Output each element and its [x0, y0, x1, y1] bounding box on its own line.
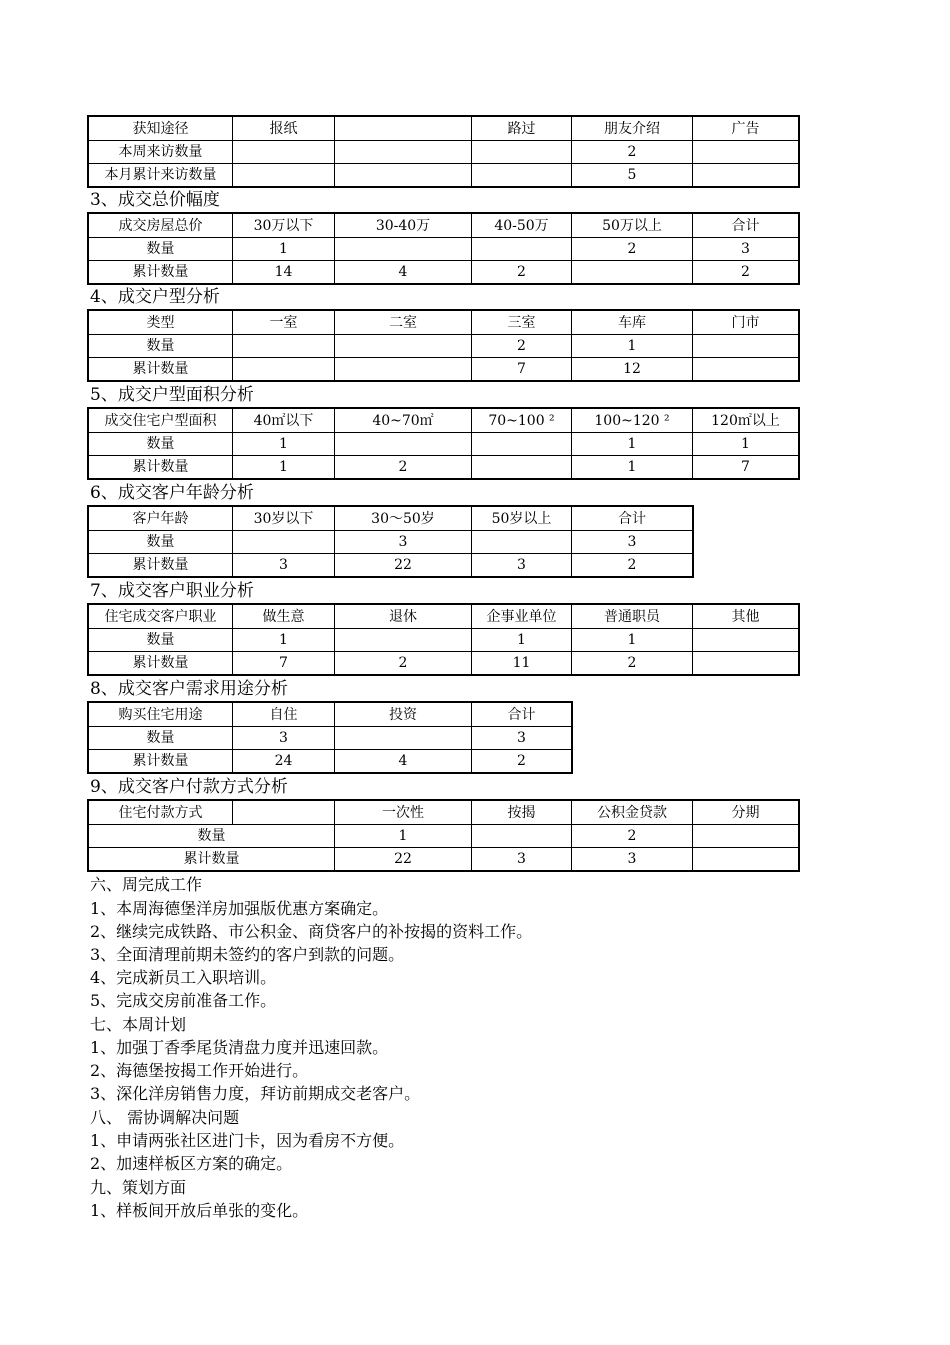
table-cell	[233, 141, 335, 164]
table-cell: 120㎡以上	[693, 408, 800, 433]
table-cell: 投资	[335, 702, 472, 727]
table-cell	[693, 358, 800, 382]
table-row	[88, 408, 799, 433]
table-row	[88, 116, 799, 141]
section-title-unit-type: 4、成交户型分析	[90, 287, 220, 307]
table-cell	[693, 164, 800, 188]
section-title-customer-occupation: 7、成交客户职业分析	[90, 581, 254, 601]
table-cell: 2	[572, 652, 693, 676]
table-cell: 一室	[233, 310, 335, 335]
table-row	[88, 531, 693, 554]
table-cell: 3	[233, 727, 335, 750]
table-cell: 1	[472, 629, 572, 652]
table-cell: 住宅付款方式	[88, 800, 233, 825]
table-cell	[335, 116, 472, 141]
table-cell	[472, 164, 572, 188]
table-cell: 累计数量	[88, 750, 233, 774]
table-cell: 累计数量	[88, 848, 335, 872]
table-cell: 2	[572, 238, 693, 261]
table-cell: 普通职员	[572, 604, 693, 629]
table-cell: 1	[572, 433, 693, 456]
table-cell: 2	[472, 261, 572, 285]
table-row	[88, 261, 799, 285]
table-cell: 数量	[88, 238, 233, 261]
table-cell: 数量	[88, 335, 233, 358]
table-row	[88, 604, 799, 629]
table-cell: 22	[335, 848, 472, 872]
table-cell	[472, 825, 572, 848]
table-cell: 1	[572, 629, 693, 652]
section-title-purchase-purpose: 8、成交客户需求用途分析	[90, 679, 288, 699]
table-cell: 2	[693, 261, 800, 285]
customer-occupation-table	[87, 603, 800, 676]
table-row	[88, 335, 799, 358]
table-cell: 3	[693, 238, 800, 261]
table-cell: 40㎡以下	[233, 408, 335, 433]
table-cell: 数量	[88, 433, 233, 456]
table-cell	[472, 141, 572, 164]
section-title-weekly-plan: 七、本周计划	[90, 1015, 187, 1034]
table-cell: 1	[233, 456, 335, 480]
table-cell: 1	[335, 825, 472, 848]
list-item: 3、全面清理前期未签约的客户到款的问题。	[90, 945, 405, 964]
section-title-weekly-work: 六、周完成工作	[90, 875, 203, 894]
table-cell: 购买住宅用途	[88, 702, 233, 727]
table-row	[88, 141, 799, 164]
unit-type-table	[87, 309, 800, 382]
table-cell: 30万以下	[233, 213, 335, 238]
table-cell: 广告	[693, 116, 800, 141]
table-cell: 分期	[693, 800, 800, 825]
table-cell: 40~70㎡	[335, 408, 472, 433]
table-row	[88, 238, 799, 261]
visit-source-table	[87, 115, 800, 188]
table-row	[88, 456, 799, 480]
table-cell: 客户年龄	[88, 506, 233, 531]
table-cell	[233, 531, 335, 554]
table-cell: 1	[693, 433, 800, 456]
customer-age-table	[87, 505, 694, 578]
table-cell: 7	[693, 456, 800, 480]
table-cell	[335, 358, 472, 382]
table-row	[88, 310, 799, 335]
table-cell: 其他	[693, 604, 800, 629]
table-cell: 3	[572, 848, 693, 872]
table-row	[88, 825, 799, 848]
table-cell	[472, 456, 572, 480]
table-cell: 40-50万	[472, 213, 572, 238]
table-cell: 3	[233, 554, 335, 578]
table-cell: 3	[472, 848, 572, 872]
table-cell: 公积金贷款	[572, 800, 693, 825]
table-cell	[335, 141, 472, 164]
table-cell	[472, 531, 572, 554]
list-item: 2、加速样板区方案的确定。	[90, 1154, 293, 1173]
list-item: 5、完成交房前准备工作。	[90, 991, 277, 1010]
table-cell: 30-40万	[335, 213, 472, 238]
list-item: 2、海德堡按揭工作开始进行。	[90, 1061, 309, 1080]
table-cell: 2	[572, 825, 693, 848]
payment-method-table	[87, 799, 800, 872]
table-row	[88, 213, 799, 238]
table-row	[88, 433, 799, 456]
table-cell: 2	[572, 141, 693, 164]
table-cell: 合计	[693, 213, 800, 238]
section-title-coordination-issues: 八、 需协调解决问题	[90, 1108, 240, 1127]
table-cell: 本周来访数量	[88, 141, 233, 164]
table-row	[88, 848, 799, 872]
table-cell: 2	[335, 456, 472, 480]
table-cell: 22	[335, 554, 472, 578]
purchase-purpose-table	[87, 701, 573, 774]
table-cell: 11	[472, 652, 572, 676]
table-cell: 住宅成交客户职业	[88, 604, 233, 629]
table-row	[88, 652, 799, 676]
table-row	[88, 702, 572, 727]
unit-area-table	[87, 407, 800, 480]
table-cell	[233, 358, 335, 382]
section-title-price-range: 3、成交总价幅度	[90, 190, 220, 210]
table-cell: 一次性	[335, 800, 472, 825]
table-cell: 30岁以下	[233, 506, 335, 531]
table-cell: 合计	[572, 506, 694, 531]
table-cell: 3	[572, 531, 694, 554]
section-title-customer-age: 6、成交客户年龄分析	[90, 483, 254, 503]
section-title-payment-method: 9、成交客户付款方式分析	[90, 777, 288, 797]
table-cell: 车库	[572, 310, 693, 335]
table-cell	[233, 164, 335, 188]
table-cell: 50岁以上	[472, 506, 572, 531]
table-cell: 1	[233, 629, 335, 652]
table-cell: 数量	[88, 531, 233, 554]
table-cell	[572, 261, 693, 285]
table-cell: 50万以上	[572, 213, 693, 238]
table-cell: 100~120 ²	[572, 408, 693, 433]
table-cell: 企事业单位	[472, 604, 572, 629]
table-cell: 24	[233, 750, 335, 774]
table-cell: 5	[572, 164, 693, 188]
table-cell	[472, 238, 572, 261]
table-row	[88, 800, 799, 825]
table-cell: 1	[572, 335, 693, 358]
table-cell: 2	[472, 750, 573, 774]
table-cell: 1	[233, 433, 335, 456]
table-row	[88, 506, 693, 531]
table-cell	[233, 800, 335, 825]
table-cell: 获知途径	[88, 116, 233, 141]
table-cell: 3	[472, 554, 572, 578]
section-title-unit-area: 5、成交户型面积分析	[90, 385, 254, 405]
list-item: 4、完成新员工入职培训。	[90, 968, 277, 987]
table-cell: 1	[233, 238, 335, 261]
table-row	[88, 164, 799, 188]
list-item: 1、申请两张社区进门卡，因为看房不方便。	[90, 1131, 405, 1150]
table-cell	[693, 848, 800, 872]
table-cell: 2	[472, 335, 572, 358]
table-cell: 按揭	[472, 800, 572, 825]
table-cell	[335, 238, 472, 261]
table-cell: 本月累计来访数量	[88, 164, 233, 188]
table-cell: 路过	[472, 116, 572, 141]
table-cell: 7	[472, 358, 572, 382]
table-cell: 数量	[88, 825, 335, 848]
table-cell: 2	[572, 554, 694, 578]
table-cell: 报纸	[233, 116, 335, 141]
table-cell: 累计数量	[88, 456, 233, 480]
price-range-table	[87, 212, 800, 285]
table-cell: 三室	[472, 310, 572, 335]
table-cell: 4	[335, 750, 472, 774]
table-cell: 合计	[472, 702, 573, 727]
table-cell	[693, 141, 800, 164]
table-cell	[693, 629, 800, 652]
table-row	[88, 750, 572, 774]
table-cell: 做生意	[233, 604, 335, 629]
table-cell	[335, 164, 472, 188]
table-cell	[335, 335, 472, 358]
table-cell: 数量	[88, 727, 233, 750]
table-cell: 30～50岁	[335, 506, 472, 531]
table-cell	[233, 335, 335, 358]
table-cell: 12	[572, 358, 693, 382]
table-row	[88, 358, 799, 382]
table-cell: 累计数量	[88, 554, 233, 578]
table-row	[88, 727, 572, 750]
table-cell: 14	[233, 261, 335, 285]
section-title-planning: 九、策划方面	[90, 1178, 187, 1197]
table-cell: 成交房屋总价	[88, 213, 233, 238]
table-cell	[335, 629, 472, 652]
table-cell: 累计数量	[88, 652, 233, 676]
table-cell	[472, 433, 572, 456]
table-cell: 70~100 ²	[472, 408, 572, 433]
table-cell: 自住	[233, 702, 335, 727]
table-cell	[693, 335, 800, 358]
table-cell: 二室	[335, 310, 472, 335]
table-cell	[693, 825, 800, 848]
table-cell: 4	[335, 261, 472, 285]
table-cell: 累计数量	[88, 358, 233, 382]
table-row	[88, 554, 693, 578]
table-cell: 数量	[88, 629, 233, 652]
list-item: 1、本周海德堡洋房加强版优惠方案确定。	[90, 899, 389, 918]
list-item: 2、继续完成铁路、市公积金、商贷客户的补按揭的资料工作。	[90, 922, 533, 941]
table-cell	[335, 727, 472, 750]
table-cell: 门市	[693, 310, 800, 335]
table-cell: 朋友介绍	[572, 116, 693, 141]
table-cell	[335, 433, 472, 456]
table-cell: 类型	[88, 310, 233, 335]
table-cell: 成交住宅户型面积	[88, 408, 233, 433]
table-cell: 7	[233, 652, 335, 676]
table-cell: 1	[572, 456, 693, 480]
table-cell: 2	[335, 652, 472, 676]
list-item: 1、加强丁香季尾货清盘力度并迅速回款。	[90, 1038, 389, 1057]
list-item: 1、样板间开放后单张的变化。	[90, 1201, 309, 1220]
list-item: 3、深化洋房销售力度，拜访前期成交老客户。	[90, 1084, 421, 1103]
table-cell: 3	[335, 531, 472, 554]
table-cell: 退休	[335, 604, 472, 629]
table-cell	[693, 652, 800, 676]
table-cell: 累计数量	[88, 261, 233, 285]
table-row	[88, 629, 799, 652]
table-cell: 3	[472, 727, 573, 750]
